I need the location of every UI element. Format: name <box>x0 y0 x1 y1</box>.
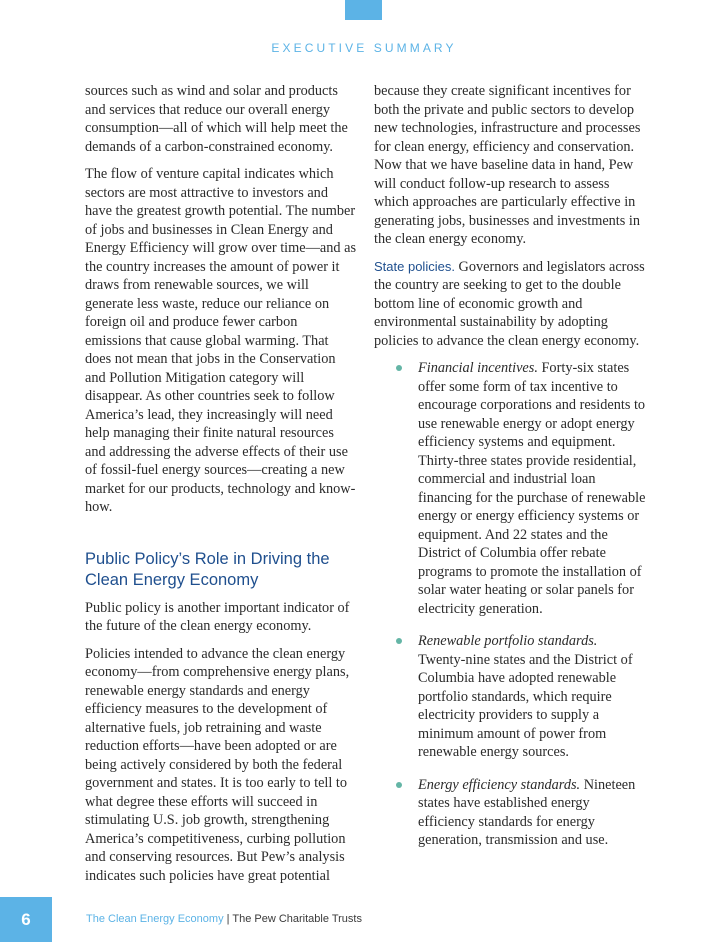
state-policies-text: Governors and legislators across the country are seeking to get to the double bottom line of economic growth and environmental sustainability by adopting policies to advance the clean energy economy. <box>374 258 645 349</box>
bullet-dot-icon <box>396 782 402 788</box>
paragraph: because they create significant incentives for both the private and public sectors to develop new technologies, infrastructure and processes for clean energy, efficiency and conservation. Now that we have baseline data in hand, Pew will conduct follow-up research to assess which approaches are particularly effective in generating jobs, businesses and investments in the clean energy economy. <box>374 83 641 247</box>
paragraph: sources such as wind and solar and products and services that reduce our overall energy consumption—all of which will help meet the demands of a carbon-constrained economy. <box>85 83 348 155</box>
footer-credit <box>86 913 362 925</box>
list-item <box>374 776 646 850</box>
list-item <box>374 359 646 618</box>
right-column <box>374 82 646 864</box>
bullet-dot-icon <box>396 365 402 371</box>
left-column <box>85 82 357 894</box>
policy-bullet-list <box>374 359 646 850</box>
publisher-name: The Pew Charitable Trusts <box>232 913 362 925</box>
state-policies-paragraph <box>374 258 646 351</box>
bullet-text: Twenty-nine states and the District of Columbia have adopted renewable portfolio standards, which require electricity providers to supply a minimum amount of power from renewable energy sources. <box>418 651 633 760</box>
page-number: 6 <box>0 897 52 942</box>
paragraph: Public policy is another important indicator of the future of the clean energy economy. <box>85 599 350 634</box>
bullet-title: Financial incentives. <box>418 360 538 376</box>
top-tab-marker <box>345 0 382 20</box>
bullet-title: Energy efficiency standards. <box>418 776 581 793</box>
footer-separator: | <box>223 913 233 925</box>
state-policies-lead: State policies. <box>374 258 455 274</box>
bullet-text: Nineteen states have established energy efficiency standards for energy generation, transmission and use. <box>418 776 636 848</box>
bullet-text: Forty-six states offer some form of tax incentive to encourage corporations and residents to use renewable energy or adopt energy efficiency systems and equipment. Thirty-three states provide residential, commercial and industrial loan financing for the purchase of renewable energy or energy efficiency systems or equipment. And 22 states and the District of Columbia offer rebate programs to promote the installation of solar water heating or solar panels for electricity generation. <box>418 360 646 617</box>
publication-title: The Clean Energy Economy <box>86 913 224 925</box>
bullet-title: Renewable portfolio standards. <box>418 633 598 649</box>
list-item <box>374 632 646 762</box>
section-heading: Public Policy’s Role in Driving the Clean Energy Economy <box>85 549 330 589</box>
paragraph: Policies intended to advance the clean energy economy—from comprehensive energy plans, renewable energy standards and energy efficiency measures to the development of alternative fuels, job retraining and waste reduction efforts—have been adopted or are being actively considered by both the federal government and states. It is too early to tell to what degree these efforts will succeed in stimulating U.S. job growth, strengthening America’s competitiveness, curbing pollution and conserving resources. But Pew’s analysis indicates such policies have great potential <box>85 645 350 884</box>
bullet-dot-icon <box>396 638 402 644</box>
section-header: EXECUTIVE SUMMARY <box>271 41 457 55</box>
paragraph: The flow of venture capital indicates which sectors are most attractive to investors and have the greatest growth potential. The number of jobs and businesses in Clean Energy and Energy Efficiency will grow over time—and as the country increases the amount of power it draws from renewable sources, we will generate less waste, reduce our reliance on foreign oil and produce fewer carbon emissions that cause global warming. That does not mean that jobs in the Conservation and Pollution Mitigation category will disappear. As other countries seek to follow America’s lead, they increasingly will need help managing their finite natural resources and addressing the adverse effects of their use of fossil-fuel energy sources—creating a new market for our products, technology and know-how. <box>85 166 357 515</box>
